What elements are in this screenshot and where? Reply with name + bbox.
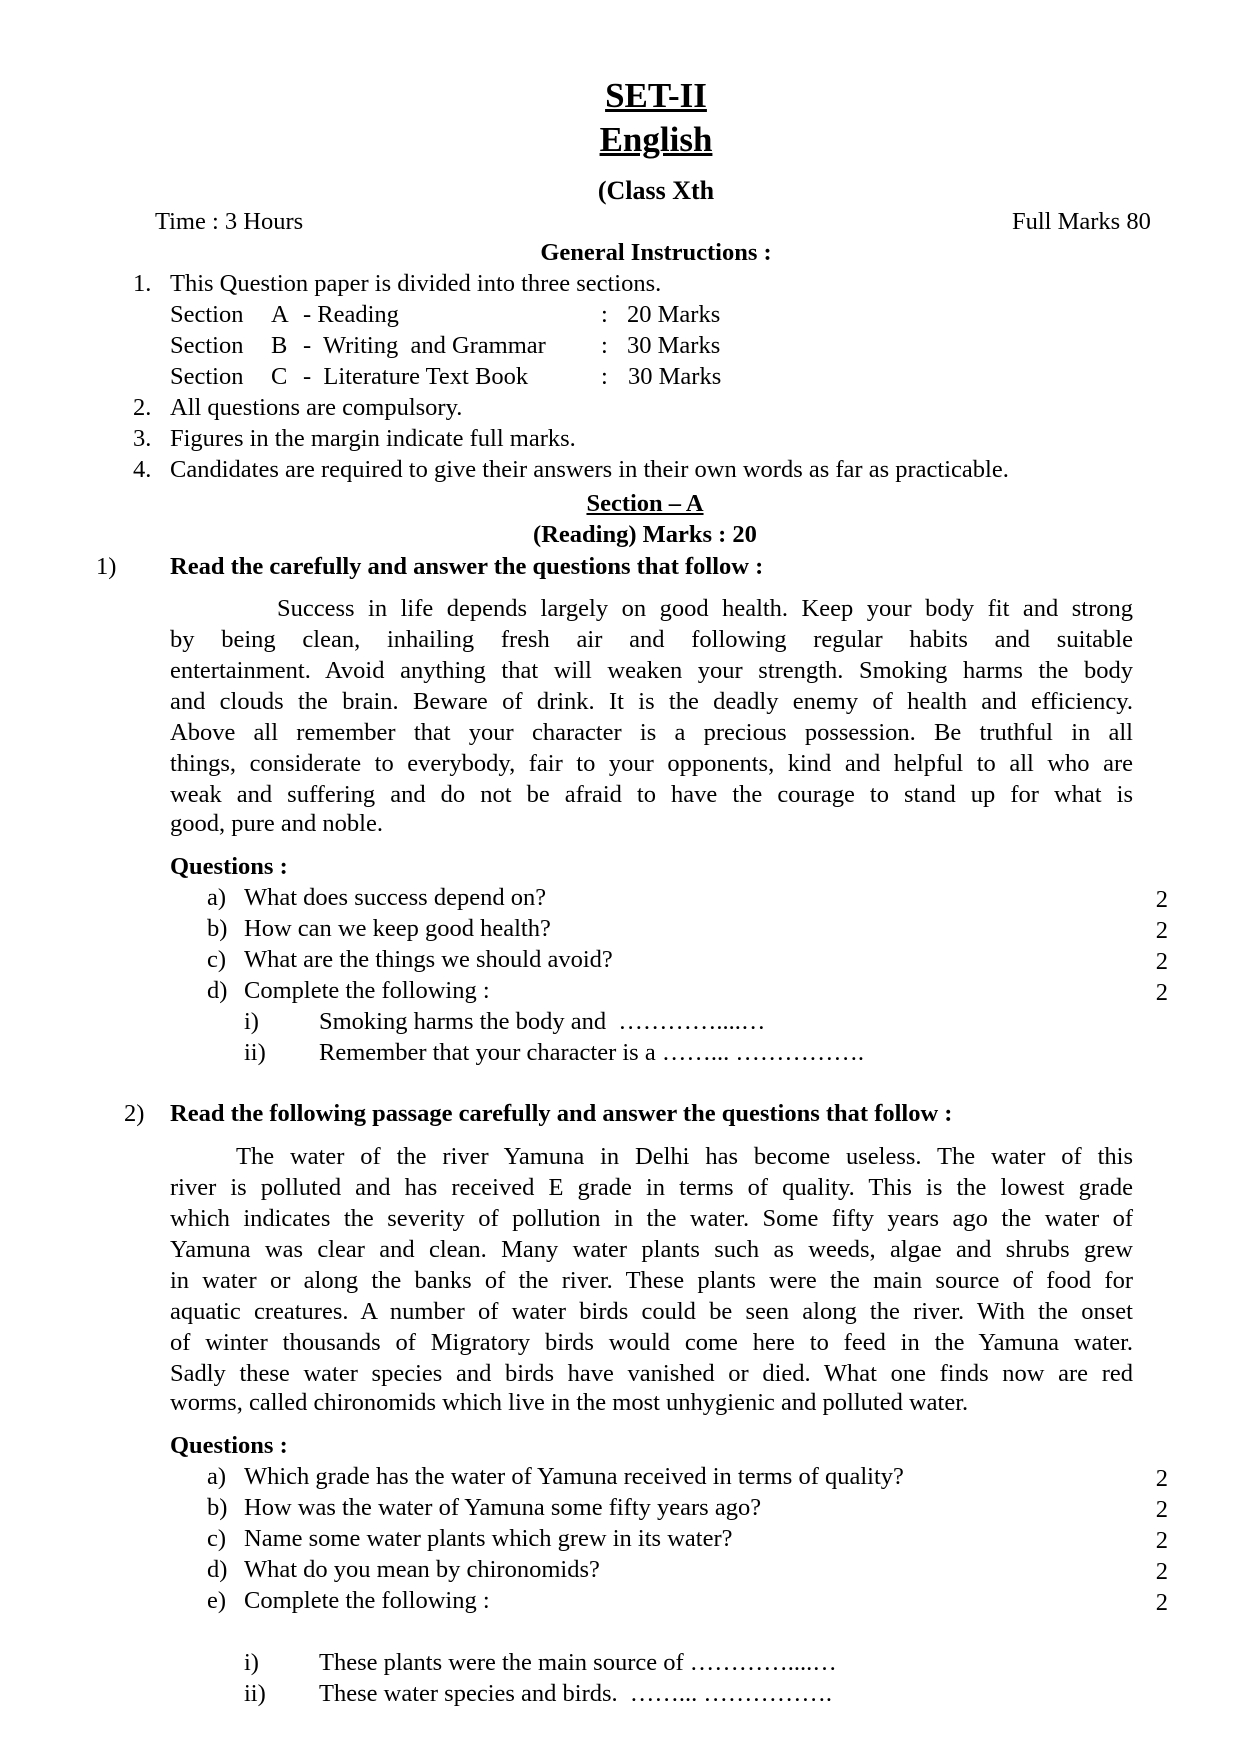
question-marks: 2 — [1155, 1496, 1168, 1523]
passage-line: entertainment. Avoid anything that will weaken your strength. Smoking harms the body — [170, 657, 1133, 684]
section-a-title: Section – A — [586, 490, 704, 517]
instruction-text: This Question paper is divided into three sections. — [170, 270, 662, 297]
question-text: Name some water plants which grew in its water? — [244, 1525, 733, 1552]
question-marks: 2 — [1155, 1589, 1168, 1616]
question-letter: d) — [207, 977, 228, 1004]
q2-questions-label: Questions : — [170, 1432, 288, 1459]
section-colon: : — [601, 301, 608, 328]
passage-line: The water of the river Yamuna in Delhi has become useless. The water of this — [236, 1143, 1133, 1170]
passage-line: Yamuna was clear and clean. Many water plants such as weeds, algae and shrubs grew — [170, 1236, 1133, 1263]
question-letter: b) — [207, 1494, 228, 1521]
instruction-num: 4. — [133, 456, 152, 483]
question-text: Complete the following : — [244, 1587, 490, 1614]
question-text: Complete the following : — [244, 977, 490, 1004]
question-text: What do you mean by chironomids? — [244, 1556, 600, 1583]
instruction-num: 2. — [133, 394, 152, 421]
passage-line: river is polluted and has received E grade in terms of quality. This is the lowest grade — [170, 1174, 1133, 1201]
question-letter: b) — [207, 915, 228, 942]
section-marks: 20 Marks — [627, 301, 721, 328]
section-colon: : — [601, 332, 608, 359]
subitem-text: Smoking harms the body and …………....… — [319, 1008, 766, 1035]
passage-line: Above all remember that your character is a precious possession. Be truthful in all — [170, 719, 1133, 746]
section-letter: A — [271, 301, 289, 328]
passage-line: Sadly these water species and birds have vanished or died. What one finds now are red — [170, 1360, 1133, 1387]
instruction-text: Candidates are required to give their answers in their own words as far as practicable. — [170, 456, 1009, 483]
passage-line: weak and suffering and do not be afraid to have the courage to stand up for what is — [170, 781, 1133, 808]
question-marks: 2 — [1155, 1465, 1168, 1492]
subitem-num: ii) — [244, 1039, 266, 1066]
question-text: What does success depend on? — [244, 884, 547, 911]
passage-line: and clouds the brain. Beware of drink. It is the deadly enemy of health and efficiency. — [170, 688, 1133, 715]
section-letter: C — [271, 363, 288, 390]
passage-line: things, considerate to everybody, fair to your opponents, kind and helpful to all who are — [170, 750, 1133, 777]
question-marks: 2 — [1155, 886, 1168, 913]
passage-line: Success in life depends largely on good health. Keep your body fit and strong — [277, 595, 1133, 622]
passage-line: aquatic creatures. A number of water birds could be seen along the river. With the onset — [170, 1298, 1133, 1325]
subitem-text: These plants were the main source of …………....… — [319, 1649, 837, 1676]
subject-title: English — [599, 120, 713, 159]
question-letter: a) — [207, 884, 227, 911]
section-label: Section — [170, 332, 244, 359]
question-text: How was the water of Yamuna some fifty years ago? — [244, 1494, 762, 1521]
section-label: Section — [170, 301, 244, 328]
instruction-text: All questions are compulsory. — [170, 394, 463, 421]
question-letter: c) — [207, 946, 227, 973]
subitem-text: These water species and birds. ……... ……………. — [319, 1680, 833, 1707]
question-letter: c) — [207, 1525, 227, 1552]
full-marks-label: Full Marks 80 — [1012, 208, 1151, 235]
section-label: Section — [170, 363, 244, 390]
question-letter: a) — [207, 1463, 227, 1490]
q2-heading: Read the following passage carefully and answer the questions that follow : — [170, 1100, 953, 1127]
passage-line: in water or along the banks of the river. These plants were the main source of food for — [170, 1267, 1133, 1294]
passage-line: by being clean, inhailing fresh air and following regular habits and suitable — [170, 626, 1133, 653]
q1-questions-label: Questions : — [170, 853, 288, 880]
q2-number: 2) — [124, 1100, 145, 1127]
section-marks: 30 Marks — [628, 363, 722, 390]
passage-line: which indicates the severity of pollution in the water. Some fifty years ago the water of — [170, 1205, 1133, 1232]
subitem-num: i) — [244, 1649, 259, 1676]
section-name: - Writing and Grammar — [303, 332, 546, 359]
question-letter: e) — [207, 1587, 227, 1614]
instruction-num: 1. — [133, 270, 152, 297]
question-marks: 2 — [1155, 948, 1168, 975]
passage-line: of winter thousands of Migratory birds would come here to feed in the Yamuna water. — [170, 1329, 1133, 1356]
question-text: Which grade has the water of Yamuna received in terms of quality? — [244, 1463, 904, 1490]
question-marks: 2 — [1155, 1558, 1168, 1585]
question-marks: 2 — [1155, 1527, 1168, 1554]
section-name: - Reading — [303, 301, 399, 328]
instruction-num: 3. — [133, 425, 152, 452]
question-letter: d) — [207, 1556, 228, 1583]
section-a-subtitle: (Reading) Marks : 20 — [533, 521, 757, 548]
question-marks: 2 — [1155, 917, 1168, 944]
general-instructions-title: General Instructions : — [540, 239, 772, 266]
subitem-num: ii) — [244, 1680, 266, 1707]
passage-line: worms, called chironomids which live in the most unhygienic and polluted water. — [170, 1389, 969, 1416]
passage-line: good, pure and noble. — [170, 810, 383, 837]
section-colon: : — [601, 363, 608, 390]
instruction-text: Figures in the margin indicate full marks. — [170, 425, 576, 452]
question-text: How can we keep good health? — [244, 915, 551, 942]
question-text: What are the things we should avoid? — [244, 946, 613, 973]
subitem-text: Remember that your character is a ……... ……………. — [319, 1039, 864, 1066]
set-title: SET-II — [605, 76, 707, 115]
q1-heading: Read the carefully and answer the questions that follow : — [170, 553, 764, 580]
time-label: Time : 3 Hours — [155, 208, 304, 235]
class-label: (Class Xth — [597, 176, 715, 205]
section-letter: B — [271, 332, 288, 359]
question-marks: 2 — [1155, 979, 1168, 1006]
section-marks: 30 Marks — [627, 332, 721, 359]
section-name: - Literature Text Book — [303, 363, 529, 390]
subitem-num: i) — [244, 1008, 259, 1035]
q1-number: 1) — [96, 553, 117, 580]
